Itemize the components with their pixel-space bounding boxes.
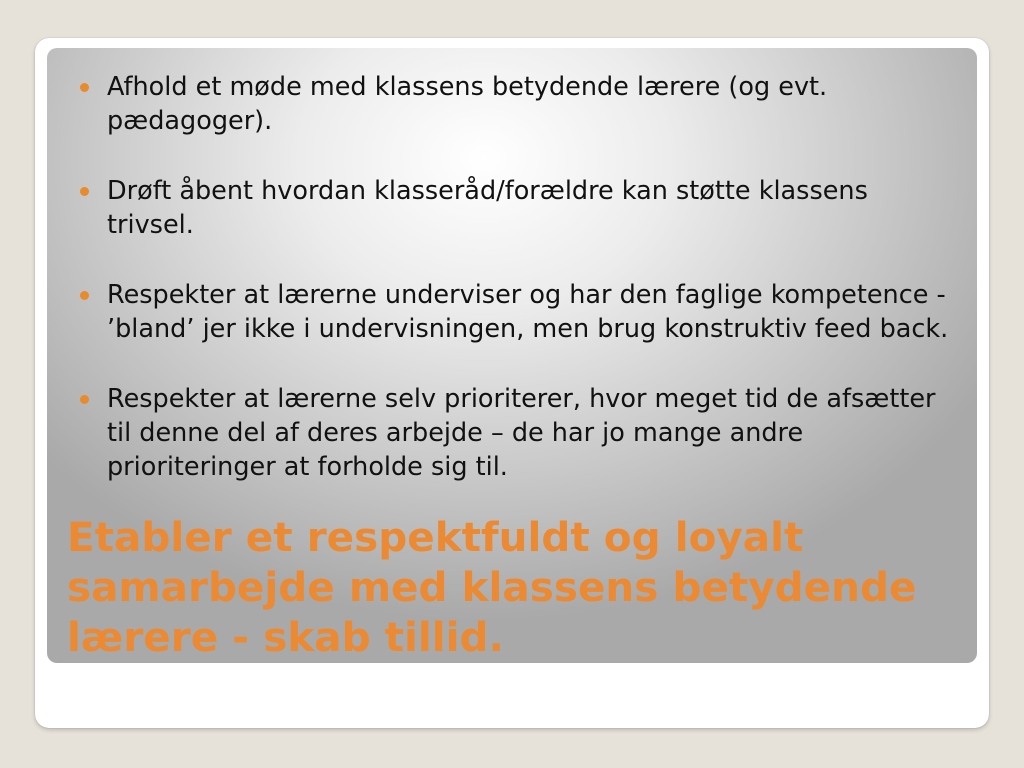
bullet-dot-icon xyxy=(80,187,89,196)
bullet-text: Respekter at lærerne underviser og har den faglige kompetence - ’bland’ jer ikke i undervisningen, men brug konstruktiv feed back. xyxy=(107,280,949,344)
slide-title: Etabler et respektfuldt og loyalt samarbejde med klassens betydende lærere - skab tillid. xyxy=(67,513,917,661)
bullet-item xyxy=(80,278,960,346)
bullet-item xyxy=(80,174,960,242)
bullet-dot-icon xyxy=(80,395,89,404)
bullet-item xyxy=(80,382,960,484)
bullet-text: Afhold et møde med klassens betydende lærere (og evt. pædagoger). xyxy=(107,72,828,136)
bullet-text: Respekter at lærerne selv prioriterer, hvor meget tid de afsætter til denne del af deres arbejde – de har jo mange andre prioriteringer at forholde sig til. xyxy=(107,384,936,482)
bullet-dot-icon xyxy=(80,83,89,92)
bullet-list xyxy=(80,70,960,520)
bullet-dot-icon xyxy=(80,291,89,300)
bullet-text: Drøft åbent hvordan klasseråd/forældre kan støtte klassens trivsel. xyxy=(107,176,868,240)
bullet-item xyxy=(80,70,960,138)
